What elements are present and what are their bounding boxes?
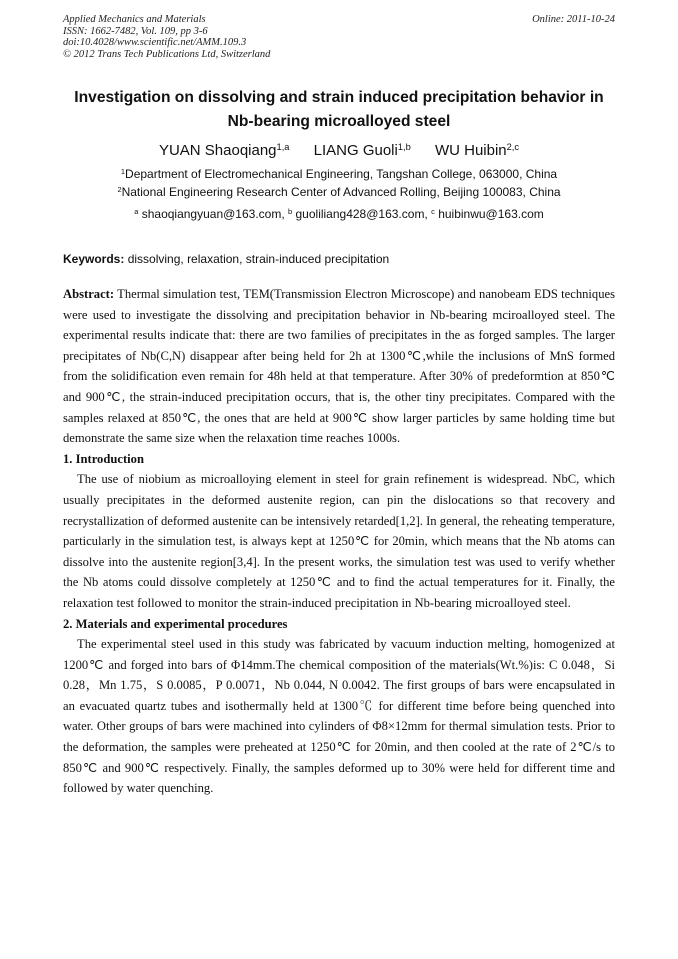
abstract <box>63 284 615 449</box>
title-line-2: Nb-bearing microalloyed steel <box>227 113 451 130</box>
author <box>159 142 290 159</box>
affiliation-text: Department of Electromechanical Engineering, Tangshan College, 063000, China <box>125 167 558 181</box>
author-list <box>40 140 638 162</box>
email-address: guoliliang428@163.com, <box>295 207 428 221</box>
affiliations <box>40 165 638 201</box>
doi-line: doi:10.4028/www.scientific.net/AMM.109.3 <box>63 37 247 49</box>
email-sup: c <box>431 206 435 216</box>
keywords <box>63 250 615 268</box>
affiliation-text: National Engineering Research Center of Advanced Rolling, Beijing 100083, China <box>121 185 561 199</box>
email-list <box>40 205 638 223</box>
author-name: YUAN Shaoqiang <box>158 142 277 159</box>
section-text-introduction: The use of niobium as microalloying element in steel for grain refinement is widespread. NbC, which usually precipitates in the deformed austenite region, can pin the dislocations so that recovery and recrystallization of deformed austenite can be intensively retarded[1,2]. In general, the reheating temperature, particularly in the simulation test, is always kept at 1250℃ for 20min, which means that the Nb atoms can dissolve into the austenite region[3,4]. In the present works, the simulation test was used to verify whether the Nb atoms could dissolve completely at 1250℃ and to find the actual temperatures for it. Finally, the relaxation test followed to monitor the strain-induced precipitation in Nb-bearing microalloyed steel. <box>63 472 615 610</box>
copyright-line: © 2012 Trans Tech Publications Ltd, Switzerland <box>63 48 271 60</box>
issn-line: ISSN: 1662-7482, Vol. 109, pp 3-6 <box>63 25 208 37</box>
abstract-label: Abstract: <box>63 287 115 301</box>
keywords-text: dissolving, relaxation, strain-induced precipitation <box>127 252 390 266</box>
email-sup: a <box>134 206 139 216</box>
paper-body <box>63 284 615 799</box>
affiliation <box>40 165 638 183</box>
journal-name: Applied Mechanics and Materials <box>63 14 206 25</box>
affiliation <box>40 183 638 201</box>
author-sup: 1,a <box>276 141 290 152</box>
author <box>314 142 411 159</box>
author-sup: 1,b <box>397 141 411 152</box>
section-heading-introduction: 1. Introduction <box>63 451 144 466</box>
journal-header <box>63 14 615 60</box>
abstract-text: Thermal simulation test, TEM(Transmission Electron Microscope) and nanobeam EDS techniques were used to investigate the dissolving and precipitation behavior in Nb-bearing mciroalloyed steel. The experimental results indicate that: there are two families of precipitates in the as forged samples. The larger precipitates of Nb(C,N) disappear after being held for 2h at 1300℃,while the inclusions of MnS formed from the solidification even remain for 48h held at that temperature. After 30% of predeformtion at 850℃ and 900℃, the strain-induced precipitation occurs, that is, the other tiny precipitates. Compared with the samples relaxed at 850℃, the ones that are held at 900℃ show larger particles by same holding time but demonstrate the same size when the relaxation time reaches 1000s. <box>63 287 615 446</box>
author-name: LIANG Guoli <box>313 142 398 159</box>
author <box>435 142 519 159</box>
author-sup: 2,c <box>506 141 520 152</box>
author-name: WU Huibin <box>434 142 507 159</box>
email-address: shaoqiangyuan@163.com, <box>141 207 285 221</box>
affiliation-sup: 2 <box>117 184 122 194</box>
affiliation-sup: 1 <box>120 166 126 176</box>
keywords-label: Keywords: <box>63 252 125 266</box>
email-sup: b <box>288 206 293 216</box>
email-address: huibinwu@163.com <box>438 207 544 221</box>
section-text-materials: The experimental steel used in this study was fabricated by vacuum induction melting, homogenized at 1200℃ and forged into bars of Φ14mm.The chemical composition of the materials(Wt.%)is: C 0.048，Si 0.28，Mn 1.75，S 0.0085，P 0.0071，Nb 0.044, N 0.0042. The first groups of bars were encapsulated in an evacuated quartz tubes and isothermally held at 1300℃ for different time before being quenched into water. Other groups of bars were machined into cylinders of Φ8×12mm for thermal simulation tests. Prior to the deformation, the samples were preheated at 1250℃ for 20min, and then cooled at the rate of 2℃/s to 850℃ and 900℃ respectively. Finally, the samples deformed up to 30% were held for different time and followed by water quenching. <box>63 637 615 796</box>
online-date: Online: 2011-10-24 <box>532 14 615 25</box>
section-heading-materials: 2. Materials and experimental procedures <box>63 616 288 631</box>
paper-title <box>40 86 638 134</box>
title-line-1: Investigation on dissolving and strain induced precipitation behavior in <box>74 89 604 106</box>
